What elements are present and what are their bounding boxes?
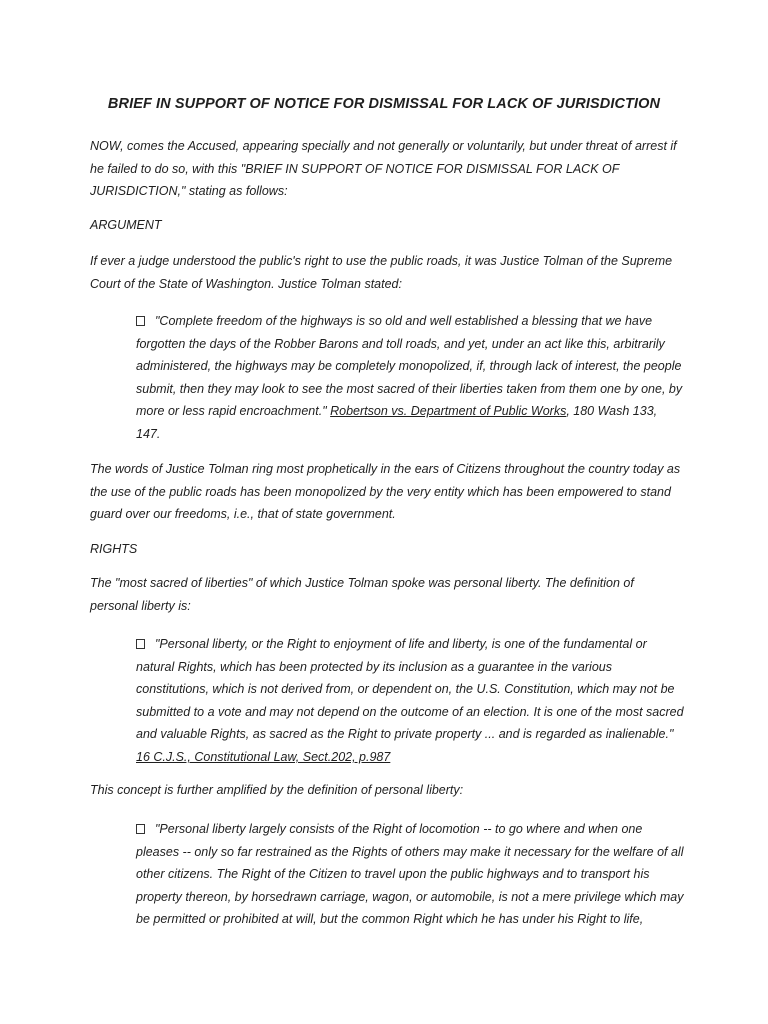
quote-robertson-text: "Complete freedom of the highways is so old and well established a blessing that we have forgotten the days of the Robber Barons and toll roads, and yet, under an act like this, arbitrarily administered, the highways may be completely monopolized, if, through lack of interest, the people submit, then they may look to see the most sacred of their liberties taken from them one by one, by more or less rapid encroachment." (136, 314, 683, 419)
checkbox-bullet-icon (136, 639, 145, 649)
quote-robertson-citation: Robertson vs. Department of Public Works (330, 404, 567, 419)
words-paragraph: The words of Justice Tolman ring most prophetically in the ears of Citizens throughout the country today as the use of the public roads has been monopolized by the very entity which has been empowered to stand guard over our freedoms, i.e., that of state government. (90, 462, 681, 522)
quote-locomotion-text: "Personal liberty largely consists of the Right of locomotion -- to go where and when one pleases -- only so far restrained as the Rights of others may make it necessary for the welfare of all other citizens. The Right of the Citizen to travel upon the public highways and to transport his property thereon, by horsedrawn carriage, wagon, or automobile, is not a mere privilege which may be permitted or prohibited at will, but the common Right which he has under his Right to life, (136, 822, 684, 927)
checkbox-bullet-icon (136, 824, 145, 834)
quote-locomotion (136, 818, 684, 931)
amplified-paragraph: This concept is further amplified by the definition of personal liberty: (90, 783, 464, 797)
heading-argument: ARGUMENT (90, 218, 162, 232)
heading-rights: RIGHTS (90, 542, 138, 556)
quote-cjs-citation: 16 C.J.S., Constitutional Law, Sect.202, p.987 (136, 749, 391, 764)
quote-cjs (136, 633, 684, 769)
checkbox-bullet-icon (136, 316, 145, 326)
intro-paragraph: NOW, comes the Accused, appearing specially and not generally or voluntarily, but under threat of arrest if he failed to do so, with this "BRIEF IN SUPPORT OF NOTICE FOR DISMISSAL FOR LACK OF JURISDICTION," stating as follows: (90, 139, 677, 199)
quote-robertson (136, 310, 684, 446)
sacred-paragraph: The "most sacred of liberties" of which Justice Tolman spoke was personal liberty. The definition of personal liberty is: (90, 576, 634, 613)
quote-cjs-text: "Personal liberty, or the Right to enjoyment of life and liberty, is one of the fundamental or natural Rights, which has been protected by its inclusion as a guarantee in the various constitutions, which is not derived from, or dependent on, the U.S. Constitution, which may not be submitted to a vote and may not depend on the outcome of an election. It is one of the most sacred and valuable Rights, as sacred as the Right to private property ... and is regarded as inalienable." (136, 637, 684, 742)
quote-robertson-citation-tail: , 180 Wash 133, 147. (136, 404, 658, 441)
tolman-paragraph: If ever a judge understood the public's right to use the public roads, it was Justice Tolman of the Supreme Court of the State of Washington. Justice Tolman stated: (90, 254, 673, 291)
document-title: BRIEF IN SUPPORT OF NOTICE FOR DISMISSAL FOR LACK OF JURISDICTION (107, 96, 661, 112)
